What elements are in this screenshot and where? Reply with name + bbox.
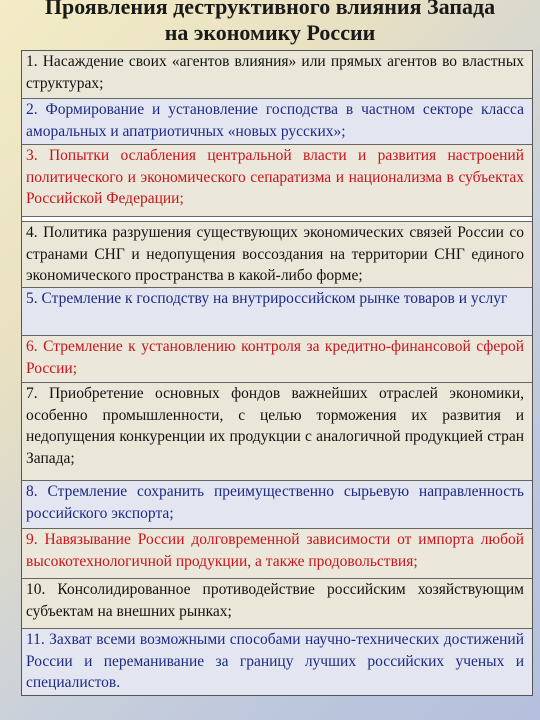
item-2: 2. Формирование и установление господства в частном секторе класса аморальных и апатриотичных «новых русских»;	[22, 99, 532, 145]
title-line-1: Проявления деструктивного влияния Запада	[44, 0, 496, 19]
item-6: 6. Стремление к установлению контроля за кредитно-финансовой сферой России;	[22, 336, 532, 383]
slide-title	[0, 0, 540, 46]
item-5: 5. Стремление к господству на внутрироссийском рынке товаров и услуг	[22, 288, 532, 336]
items-table	[21, 50, 533, 696]
item-7: 7. Приобретение основных фондов важнейших отраслей экономики, особенно промышленности, с целью торможения их развития и недопущения конкуренции их продукции с аналогичной продукцией стран Запада;	[22, 383, 532, 481]
title-line-2: на экономику России	[164, 20, 376, 45]
item-10: 10. Консолидированное противодействие российским хозяйствующим субъектам на внешних рынках;	[22, 579, 532, 629]
item-11: 11. Захват всеми возможными способами научно-технических достижений России и переманивание за границу лучших российских ученых и специалистов.	[22, 629, 532, 695]
item-8: 8. Стремление сохранить преимущественно сырьевую направленность российского экспорта;	[22, 481, 532, 529]
item-4: 4. Политика разрушения существующих экономических связей России со странами СНГ и недопущения воссоздания на территории СНГ единого экономического пространства в какой-либо форме;	[22, 222, 532, 288]
item-1: 1. Насаждение своих «агентов влияния» или прямых агентов во властных структурах;	[22, 51, 532, 99]
item-9: 9. Навязывание России долговременной зависимости от импорта любой высокотехнологичной продукции, а также продовольствия;	[22, 529, 532, 579]
item-3: 3. Попытки ослабления центральной власти и развития настроений политического и экономического сепаратизма и национализма в субъектах Российской Федерации;	[22, 145, 532, 217]
